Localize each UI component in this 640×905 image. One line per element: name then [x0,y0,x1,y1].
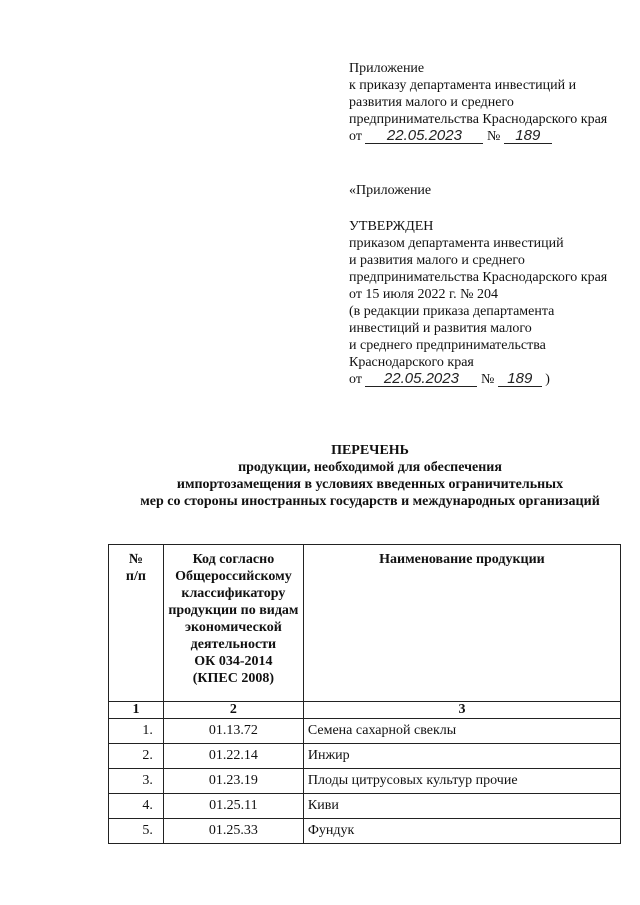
column-number: 2 [163,702,303,719]
handwritten-number: 189 [498,371,542,387]
table-row [109,719,621,744]
handwritten-number: 189 [504,128,552,144]
header-text: классификатору [181,586,286,601]
table-row [109,794,621,819]
column-number-row [109,702,621,719]
approval-text-line: приказом департамента инвестиций [349,236,564,251]
row-code: 01.25.11 [163,794,303,819]
approved-heading: УТВЕРЖДЕН [349,219,434,234]
header-text: продукции по видам [168,603,299,618]
approval-text-line: предпринимательства Краснодарского края [349,270,608,285]
title-line: мер со стороны иностранных государств и международных организаций [140,494,600,509]
inner-appendix-label: «Приложение [349,183,432,198]
column-number: 3 [303,702,620,719]
handwritten-date: 22.05.2023 [365,371,477,387]
appendix-text-line: предпринимательства Краснодарского края [349,112,608,127]
header-text: экономической [184,620,282,635]
header-product-name: Наименование продукции [303,545,620,702]
row-code: 01.22.14 [163,744,303,769]
approval-block [349,182,431,199]
appendix-header [349,60,607,145]
table-header-row [109,545,621,702]
table-row [109,819,621,844]
approval-details [349,218,607,388]
header-text: Код согласно [192,552,275,567]
appendix-date-line [349,128,607,145]
column-number: 1 [109,702,164,719]
row-number: 1. [109,719,164,744]
from-label: от [349,372,362,387]
approval-date-line [349,371,607,388]
appendix-text-line: развития малого и среднего [349,95,514,110]
row-number: 3. [109,769,164,794]
row-product: Киви [303,794,620,819]
row-number: 2. [109,744,164,769]
row-number: 5. [109,819,164,844]
appendix-text-line: к приказу департамента инвестиций и [349,78,577,93]
title-heading: ПЕРЕЧЕНЬ [331,443,409,458]
row-product: Плоды цитрусовых культур прочие [303,769,620,794]
approval-text-line: и среднего предпринимательства [349,338,546,353]
appendix-label: Приложение [349,61,425,76]
closing-paren: ) [545,372,550,387]
approval-text-line: Краснодарского края [349,355,474,370]
handwritten-date: 22.05.2023 [365,128,483,144]
header-text: деятельности [190,637,277,652]
table-row [109,769,621,794]
header-text: ОК 034-2014 [194,654,273,669]
row-product: Семена сахарной свеклы [303,719,620,744]
number-label: № [486,129,501,144]
approval-text-line: от 15 июля 2022 г. № 204 [349,287,498,302]
approval-text-line: и развития малого и среднего [349,253,525,268]
header-code [163,545,303,702]
row-product: Фундук [303,819,620,844]
row-code: 01.13.72 [163,719,303,744]
header-text: Общероссийскому [175,569,292,584]
approval-text-line: (в редакции приказа департамента [349,304,555,319]
document-title [100,442,640,510]
row-number: 4. [109,794,164,819]
row-code: 01.25.33 [163,819,303,844]
header-text: п/п [125,569,146,584]
from-label: от [349,129,362,144]
row-product: Инжир [303,744,620,769]
approval-text-line: инвестиций и развития малого [349,321,532,336]
header-text: (КПЕС 2008) [192,671,275,686]
table-row [109,744,621,769]
products-table [108,544,621,844]
number-label: № [480,372,495,387]
header-number [109,545,164,702]
title-line: импортозамещения в условиях введенных ограничительных [176,477,564,492]
header-text: № [128,552,143,567]
title-line: продукции, необходимой для обеспечения [238,460,502,475]
row-code: 01.23.19 [163,769,303,794]
